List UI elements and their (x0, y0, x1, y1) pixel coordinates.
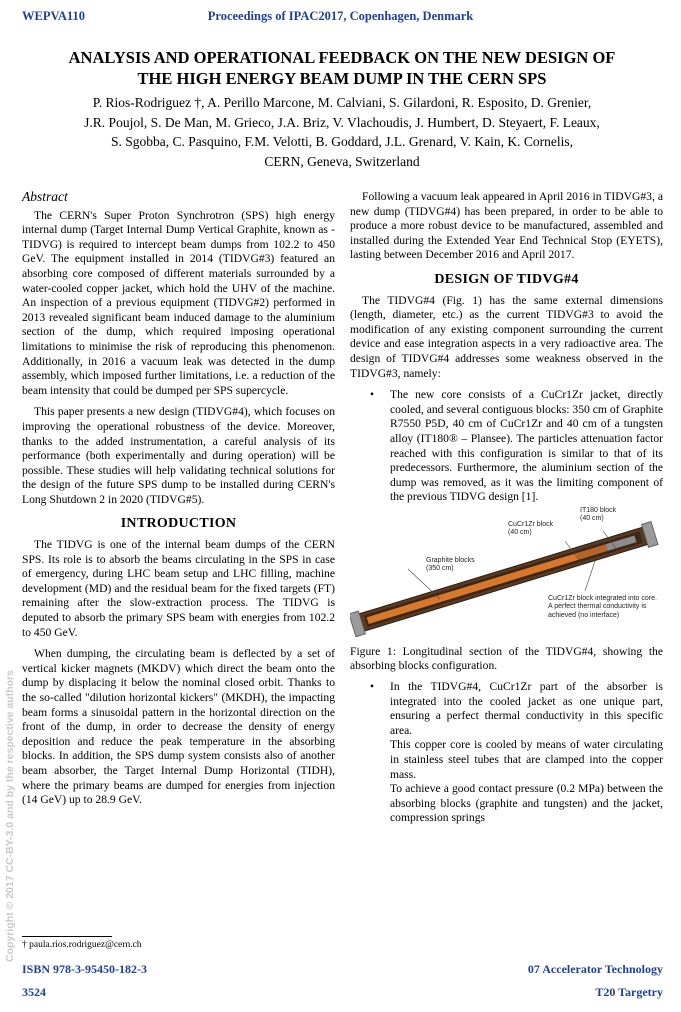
design-bullet-integration (390, 680, 663, 826)
dump-section-illustration (350, 511, 663, 641)
integrated-leader-line (585, 561, 595, 591)
author-line-3: S. Sgobba, C. Pasquino, F.M. Velotti, B. Goddard, J.L. Grenard, V. Kain, K. Cornelis, (110, 134, 574, 149)
author-line-1: P. Rios-Rodriguez †, A. Perillo Marcone, M. Calviani, S. Gilardoni, R. Esposito, D. Grenier, (92, 95, 592, 110)
label-it180-length: (40 cm) (580, 515, 604, 523)
bullet-text-a: • In the TIDVG#4, CuCr1Zr part of the absorber is integrated into the cooled jacket as one unique part, ensuring a perfect thermal conductivity in this specific area. (390, 680, 663, 737)
footer-category: 07 Accelerator Technology (527, 962, 663, 976)
author-block (22, 93, 662, 171)
title-line-2: THE HIGH ENERGY BEAM DUMP IN THE CERN SPS (137, 69, 547, 88)
label-it180-name: IT180 block (580, 506, 617, 514)
label-graphite (426, 557, 475, 574)
author-line-2: J.R. Poujol, S. De Man, M. Grieco, J.A. Briz, V. Vlachoudis, J. Humbert, D. Steyaert, F. Leaux, (84, 114, 600, 130)
right-column (350, 190, 663, 832)
footer-subcategory: T20 Targetry (595, 985, 663, 999)
bullet-text-b: This copper core is cooled by means of water circulating in stainless steel tubes that are clamped into the copper mass. (390, 738, 663, 781)
paper-title (22, 47, 662, 89)
abstract-paragraph-1: The CERN's Super Proton Synchrotron (SPS) high energy internal dump (Target Internal Dump Vertical Graphite, known as -TIDVG) is required to intercept beam dumps from 102.2 to 450 GeV. The equipment installed in 2014 (TIDVG#3) featured an absorbing core composed of different materials surrounded by a water-cooled copper jacket, which hold the UHV of the machine. An inspection of a previous equipment (TIDVG#2) performed in 2013 revealed significant beam induced damage to the aluminium section of the dump, which required imposing operational limitations to minimise the risk of reproducing this phenomenon. Additionally, in 2016 a vacuum leak was detected in the dump assembly, which imposed further limitations, i.e. a reduction of the beam intensity that could be dumped per SPS supercycle. (22, 208, 335, 397)
abstract-paragraph-2: This paper presents a new design (TIDVG#4), which focuses on improving the operational robustness of the device. Moreover, thanks to the added instrumentation, a careful analysis of its performance (both experimentally and during operation) will be possible. These studies will help validating technical solutions for the design of the future SPS dump to be installed during CERN's Long Shutdown 2 in 2020 (TIDVG#5). (22, 405, 335, 506)
footnote-rule (22, 936, 112, 937)
label-it180 (580, 507, 616, 524)
design-heading: DESIGN OF TIDVG#4 (434, 271, 579, 287)
introduction-paragraph-2: When dumping, the circulating beam is deflected by a set of vertical kicker magnets (MKDV) which direct the beam onto the dump by displacing it below the nominal closed orbit. Thanks to the so-called "dilution horizontal kickers" (MKDH), the impacting beam forms a sinusoidal pattern in the horizontal direction on the front of the dump, in order to decrease the density of energy deposition and reduce the peak temperature in the absorbing blocks. In addition, the SPS dump system consists also of another beam absorber, the Target Internal Dump Horizontal (TIDH), where the primary beams are dumped for energies from injection (14 GeV) up to 28.9 GeV. (22, 647, 335, 807)
affiliation: CERN, Geneva, Switzerland (264, 153, 420, 169)
left-column (22, 190, 335, 815)
label-cucr-name: CuCr1Zr block (508, 520, 554, 528)
label-graphite-length: (350 cm) (426, 565, 454, 573)
copyright-watermark: Copyright © 2017 CC-BY-3.0 and by the respective authors (4, 670, 16, 962)
label-integrated: CuCr1Zr block integrated into core. A perfect thermal conductivity is achieved (no interface) (548, 594, 657, 619)
design-paragraph-1: The TIDVG#4 (Fig. 1) has the same external dimensions (length, diameter, etc.) as the current TIDVG#3 to avoid the modification of any existing component surrounding the current device and ease integration aspects in a very radioactive area. The design of TIDVG#4 addresses some weakness observed in the TIDVG#3, namely: (350, 293, 663, 380)
label-cucr (508, 521, 553, 538)
introduction-heading: INTRODUCTION (120, 516, 237, 532)
introduction-paragraph-1: The TIDVG is one of the internal beam dumps of the CERN SPS. Its role is to absorb the beams circulating in the SPS in case of emergency, during LHC beam setup and LHC filling, machine development (MD) and the residual beam for the fixed targets (FT) remaining after the slow-extraction process. The TIDVG is deputed to absorb the primary SPS beam with energies from 102.2 to 450 GeV. (22, 538, 335, 639)
abstract-heading: Abstract (22, 189, 68, 204)
footnote-email: † paula.rios.rodriguez@cern.ch (22, 940, 142, 950)
intro-continuation-paragraph: Following a vacuum leak appeared in April 2016 in TIDVG#3, a new dump (TIDVG#4) has been prepared, in order to be able to produce a more robust device to be manufactured, assembled and installed during the Extended Year End Technical Stop (EYETS), lasting between December 2016 and April 2017. (350, 190, 663, 262)
footer-isbn: ISBN 978-3-95450-182-3 (22, 962, 147, 976)
footer-page-number: 3524 (22, 985, 46, 999)
running-header-proceedings: Proceedings of IPAC2017, Copenhagen, Denmark (207, 9, 474, 23)
title-line-1: ANALYSIS AND OPERATIONAL FEEDBACK ON THE NEW DESIGN OF (68, 48, 616, 67)
label-cucr-length: (40 cm) (508, 529, 532, 537)
design-bullet-core: • The new core consists of a CuCr1Zr jacket, directly cooled, and several contiguous blocks: 350 cm of Graphite R7550 P5D, 40 cm of CuCr1Zr and 40 cm of a tungsten alloy (IT180® – Plansee). The particles attenuation factor reached with this configuration is similar to that of its predecessors. Furthermore, the aluminium section of the dump was removed, as it was the limiting component of the previous TIDVG design [1]. (390, 388, 663, 505)
figure-dump-section (350, 506, 663, 641)
label-graphite-name: Graphite blocks (426, 556, 475, 564)
figure-caption: Figure 1: Longitudinal section of the TIDVG#4, showing the absorbing blocks configuration. (350, 644, 663, 673)
design-bullet-list-1 (350, 388, 663, 505)
bullet-text-c: To achieve a good contact pressure (0.2 MPa) between the absorbing blocks (graphite and tungsten) and the jacket, compression springs (390, 782, 663, 825)
running-header-code: WEPVA110 (22, 9, 85, 23)
design-bullet-list-2 (350, 680, 663, 826)
